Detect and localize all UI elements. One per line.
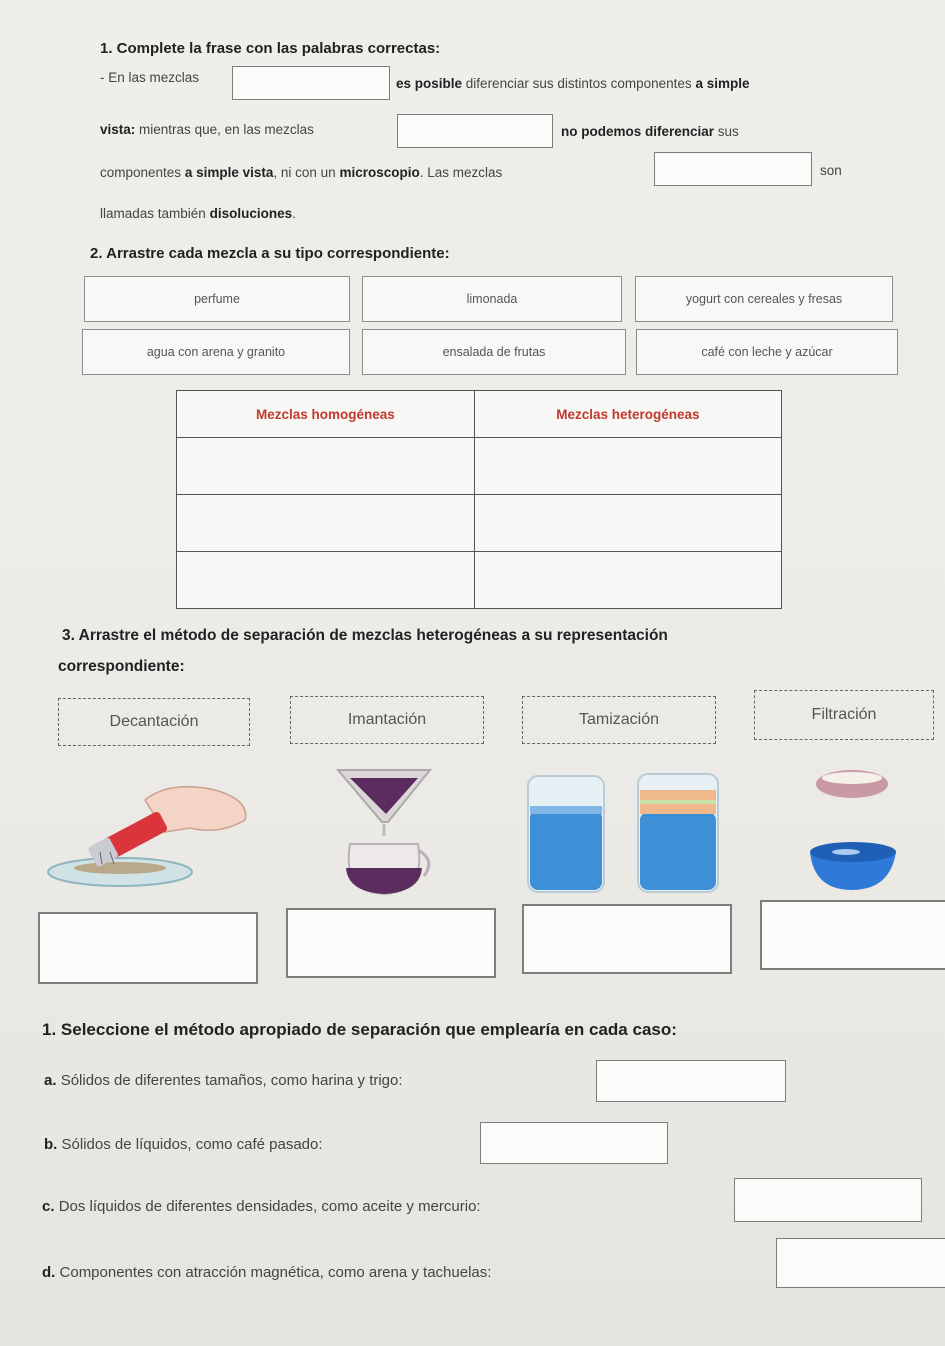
drop-box-image-2[interactable] <box>286 908 496 978</box>
drop-cell-homogeneous[interactable] <box>177 438 475 495</box>
q1-text: diferenciar sus distintos componentes <box>465 76 692 91</box>
drop-cell-heterogeneous[interactable] <box>474 495 781 552</box>
q4-item-c <box>42 1198 481 1215</box>
q1-text: disoluciones <box>209 206 293 221</box>
mixtures-table <box>176 390 782 609</box>
method-decantacion[interactable]: Decantación <box>58 698 250 746</box>
mix-option-yogurt[interactable]: yogurt con cereales y fresas <box>635 276 893 322</box>
drop-box-image-1[interactable] <box>38 912 258 984</box>
q4-title: 1. Seleccione el método apropiado de separación que emplearía en cada caso: <box>42 1020 677 1039</box>
q1-text: a simple vista <box>184 165 274 180</box>
filter-funnel-illustration <box>330 764 440 898</box>
q1-text: llamadas también <box>100 206 206 221</box>
header-homogeneous: Mezclas homogéneas <box>177 391 475 438</box>
q1-text: . Las mezclas <box>419 165 503 180</box>
sieve-bowl-illustration <box>806 764 900 894</box>
q1-line2 <box>100 122 314 137</box>
decanting-beakers-illustration <box>524 770 724 894</box>
q3-title-line1: 3. Arrastre el método de separación de mezclas heterogéneas a su representación <box>62 627 668 644</box>
q4-item-a <box>44 1072 403 1089</box>
q1-blank-1[interactable] <box>232 66 390 100</box>
q2-title: 2. Arrastre cada mezcla a su tipo correspondiente: <box>90 245 450 262</box>
q1-blank-2[interactable] <box>397 114 553 148</box>
q1-text: a simple <box>695 76 750 91</box>
item-text: Componentes con atracción magnética, como arena y tachuelas: <box>59 1264 492 1281</box>
q1-text: , ni con un <box>273 165 336 180</box>
q1-text: no podemos diferenciar <box>561 124 715 139</box>
q1-text: componentes <box>100 165 182 180</box>
q1-text: microscopio <box>339 165 420 180</box>
q1-line2-rest <box>561 124 739 139</box>
magnet-illustration <box>40 760 260 890</box>
drop-cell-homogeneous[interactable] <box>177 552 475 609</box>
item-letter: d. <box>42 1264 56 1281</box>
q1-blank-3[interactable] <box>654 152 812 186</box>
item-text: Sólidos de líquidos, como café pasado: <box>61 1136 323 1153</box>
q1-line3-son: son <box>820 163 842 178</box>
item-text: Dos líquidos de diferentes densidades, como aceite y mercurio: <box>58 1198 481 1215</box>
q1-text: sus <box>717 124 739 139</box>
mix-option-agua-arena[interactable]: agua con arena y granito <box>82 329 350 375</box>
item-letter: b. <box>44 1136 58 1153</box>
q4-item-d <box>42 1264 491 1281</box>
q1-text: mientras que, en las mezclas <box>139 122 314 137</box>
answer-box-c[interactable] <box>734 1178 922 1222</box>
q1-line3 <box>100 165 502 180</box>
answer-box-d[interactable] <box>776 1238 945 1288</box>
answer-box-b[interactable] <box>480 1122 668 1164</box>
item-letter: a. <box>44 1072 57 1089</box>
q1-line1 <box>100 70 199 85</box>
drop-cell-heterogeneous[interactable] <box>474 438 781 495</box>
q1-text: es posible <box>396 76 463 91</box>
method-filtracion[interactable]: Filtración <box>754 690 934 740</box>
drop-cell-heterogeneous[interactable] <box>474 552 781 609</box>
q4-item-b <box>44 1136 323 1153</box>
method-tamizacion[interactable]: Tamización <box>522 696 716 744</box>
item-text: Sólidos de diferentes tamaños, como harina y trigo: <box>60 1072 403 1089</box>
drop-cell-homogeneous[interactable] <box>177 495 475 552</box>
q1-text: vista: <box>100 122 136 137</box>
q1-text: . <box>292 206 296 221</box>
q1-text: - En las mezclas <box>100 70 200 85</box>
item-letter: c. <box>42 1198 55 1215</box>
q1-line4 <box>100 206 296 221</box>
method-imantacion[interactable]: Imantación <box>290 696 484 744</box>
mix-option-limonada[interactable]: limonada <box>362 276 622 322</box>
q1-title: 1. Complete la frase con las palabras correctas: <box>100 40 441 57</box>
q3-title-line2: correspondiente: <box>58 658 185 675</box>
mix-option-ensalada[interactable]: ensalada de frutas <box>362 329 626 375</box>
header-heterogeneous: Mezclas heterogéneas <box>474 391 781 438</box>
mix-option-perfume[interactable]: perfume <box>84 276 350 322</box>
q1-line1-rest <box>396 76 749 91</box>
drop-box-image-3[interactable] <box>522 904 732 974</box>
drop-box-image-4[interactable] <box>760 900 945 970</box>
mix-option-cafe[interactable]: café con leche y azúcar <box>636 329 898 375</box>
answer-box-a[interactable] <box>596 1060 786 1102</box>
